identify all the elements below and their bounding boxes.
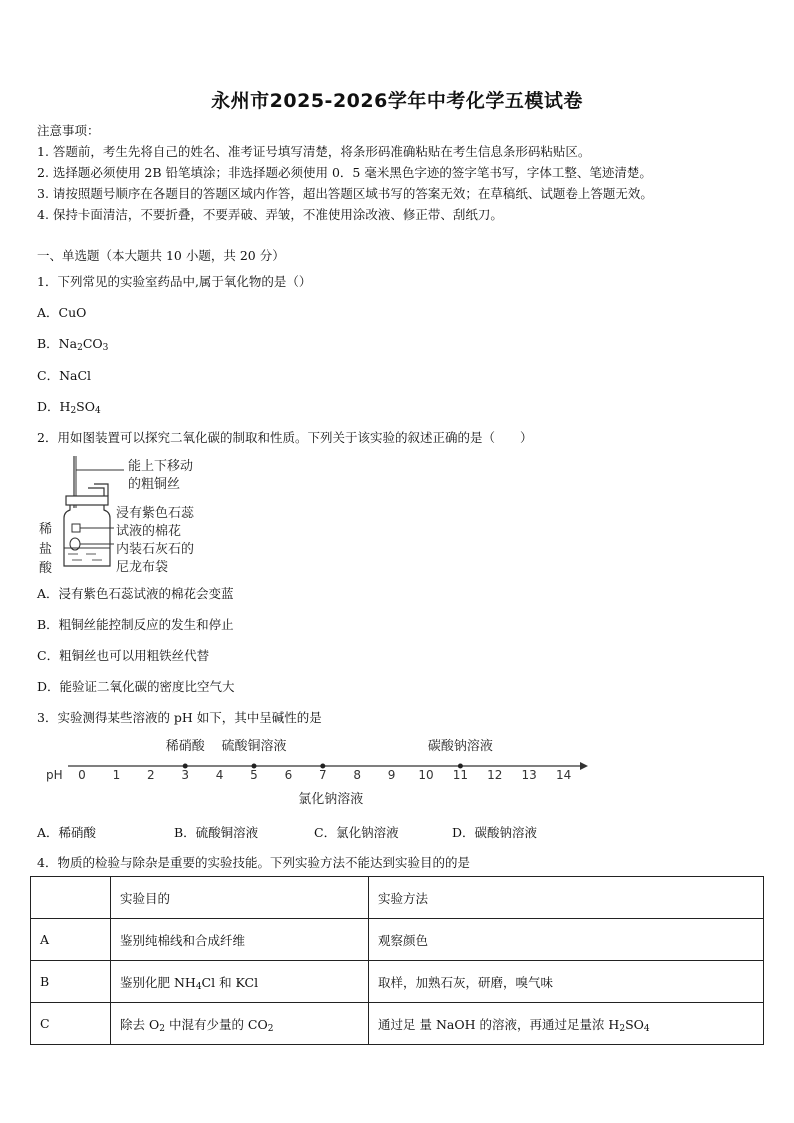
ph-tick-label: 13 (521, 768, 537, 782)
row-method: 通过足 量 NaOH 的溶液，再通过足量浓 $H_2SO_4$ (369, 1003, 764, 1045)
ph-tick-label: 11 (452, 768, 469, 782)
q3-option-a: A．稀硝酸 (37, 825, 97, 840)
q2-option-d: D．能验证二氧化碳的密度比空气大 (37, 679, 235, 694)
ph-tick-label: 6 (284, 768, 293, 782)
table-row (31, 961, 764, 1003)
q1-stem: 1．下列常见的实验室药品中,属于氧化物的是（） (37, 274, 312, 289)
ph-mark-point (320, 764, 325, 769)
q2-option-b: B．粗铜丝能控制反应的发生和停止 (37, 617, 234, 632)
ph-tick-label: 2 (146, 768, 155, 782)
row-label: B (31, 961, 111, 1003)
ph-tick-label: 5 (250, 768, 258, 782)
ph-tick-label: 7 (318, 768, 327, 782)
ph-mark-point (458, 764, 463, 769)
ph-mark-point (183, 764, 188, 769)
row-goal: 鉴别化肥 $NH_4Cl$ 和 KCl (111, 961, 369, 1003)
ph-scale (40, 734, 600, 810)
ph-mark-label: 硫酸铜溶液 (221, 739, 287, 754)
section-heading: 一、单选题（本大题共 10 小题，共 20 分） (37, 248, 285, 263)
ph-tick-label: 0 (78, 768, 86, 782)
ph-tick-label: 8 (353, 768, 362, 782)
table-header-cell: 实验目的 (111, 877, 369, 919)
q3-option-c: C．氯化钠溶液 (314, 825, 399, 840)
row-method: 取样，加熟石灰，研磨，嗅气味 (369, 961, 764, 1003)
q4-stem: 4．物质的检验与除杂是重要的实验技能。下列实验方法不能达到实验目的的是 (37, 855, 470, 870)
table-row (31, 1003, 764, 1045)
table-header-cell (31, 877, 111, 919)
diagram-label-bag-2: 尼龙布袋 (116, 560, 169, 575)
row-method: 观察颜色 (369, 919, 764, 961)
ph-mark-label: 碳酸钠溶液 (427, 739, 493, 754)
page-title: 永州市2025-2026学年中考化学五模试卷 (211, 90, 583, 112)
diagram-label-cotton-2: 试液的棉花 (116, 524, 182, 539)
ph-tick-label: 4 (215, 768, 224, 782)
ph-mark-point (252, 764, 257, 769)
diagram-label-cotton-1: 浸有紫色石蕊 (116, 506, 195, 521)
ph-axis-label: pH (46, 768, 63, 782)
table-row (31, 919, 764, 961)
q2-option-a: A．浸有紫色石蕊试液的棉花会变蓝 (37, 586, 234, 601)
notice-item-4: 4. 保持卡面清洁，不要折叠，不要弄破、弄皱，不准使用涂改液、修正带、刮纸刀。 (37, 207, 503, 222)
ph-tick-label: 14 (555, 768, 572, 782)
ph-tick-label: 10 (418, 768, 434, 782)
notice-heading: 注意事项： (37, 123, 100, 138)
diagram-label-wire-1: 能上下移动 (128, 459, 194, 474)
q1-option-a: A．CuO (37, 305, 87, 320)
ph-tick-label: 12 (487, 768, 503, 782)
ph-tick-label: 1 (112, 768, 121, 782)
q3-stem: 3．实验测得某些溶液的 pH 如下，其中呈碱性的是 (37, 710, 322, 725)
q1-option-c: C．NaCl (37, 368, 92, 383)
q4-table (30, 876, 764, 1045)
q1-option-d: D．$H_2SO_4$ (37, 399, 101, 416)
row-label: C (31, 1003, 111, 1045)
q2-option-c: C．粗铜丝也可以用粗铁丝代替 (37, 648, 210, 663)
ph-mark-label: 稀硝酸 (165, 739, 205, 754)
q3-option-d: D．碳酸钠溶液 (452, 825, 538, 840)
ph-tick-label: 9 (387, 768, 396, 782)
notice-item-3: 3. 请按照题号顺序在各题目的答题区域内作答，超出答题区域书写的答案无效；在草稿纸、试题卷上答题无效。 (37, 186, 653, 201)
table-header-cell: 实验方法 (369, 877, 764, 919)
notice-item-2: 2. 选择题必须使用 2B 铅笔填涂；非选择题必须使用 0．5 毫米黑色字迹的签字笔书写，字体工整、笔迹清楚。 (37, 165, 652, 180)
diagram-acid-3: 酸 (39, 561, 53, 576)
q3-option-b: B．硫酸铜溶液 (174, 825, 259, 840)
table-header-row (31, 877, 764, 919)
diagram-label-bag-1: 内装石灰石的 (116, 542, 195, 557)
ph-axis-arrow (580, 762, 588, 770)
row-label: A (31, 919, 111, 961)
q2-stem: 2．用如图装置可以探究二氧化碳的制取和性质。下列关于该实验的叙述正确的是（ ） (37, 430, 533, 445)
q1-option-b: B．$Na_2CO_3$ (37, 336, 109, 353)
diagram-label-wire-2: 的粗铜丝 (128, 477, 181, 492)
diagram-acid-2: 盐 (39, 542, 53, 557)
notice-item-1: 1. 答题前，考生先将自己的姓名、准考证号填写清楚，将条形码准确粘贴在考生信息条形码粘贴区。 (37, 144, 591, 159)
row-goal: 鉴别纯棉线和合成纤维 (111, 919, 369, 961)
ph-tick-label: 3 (181, 768, 190, 782)
diagram-acid-1: 稀 (39, 522, 53, 537)
ph-mark-label: 氯化钠溶液 (298, 792, 364, 807)
row-goal: 除去 $O_2$ 中混有少量的 $CO_2$ (111, 1003, 369, 1045)
